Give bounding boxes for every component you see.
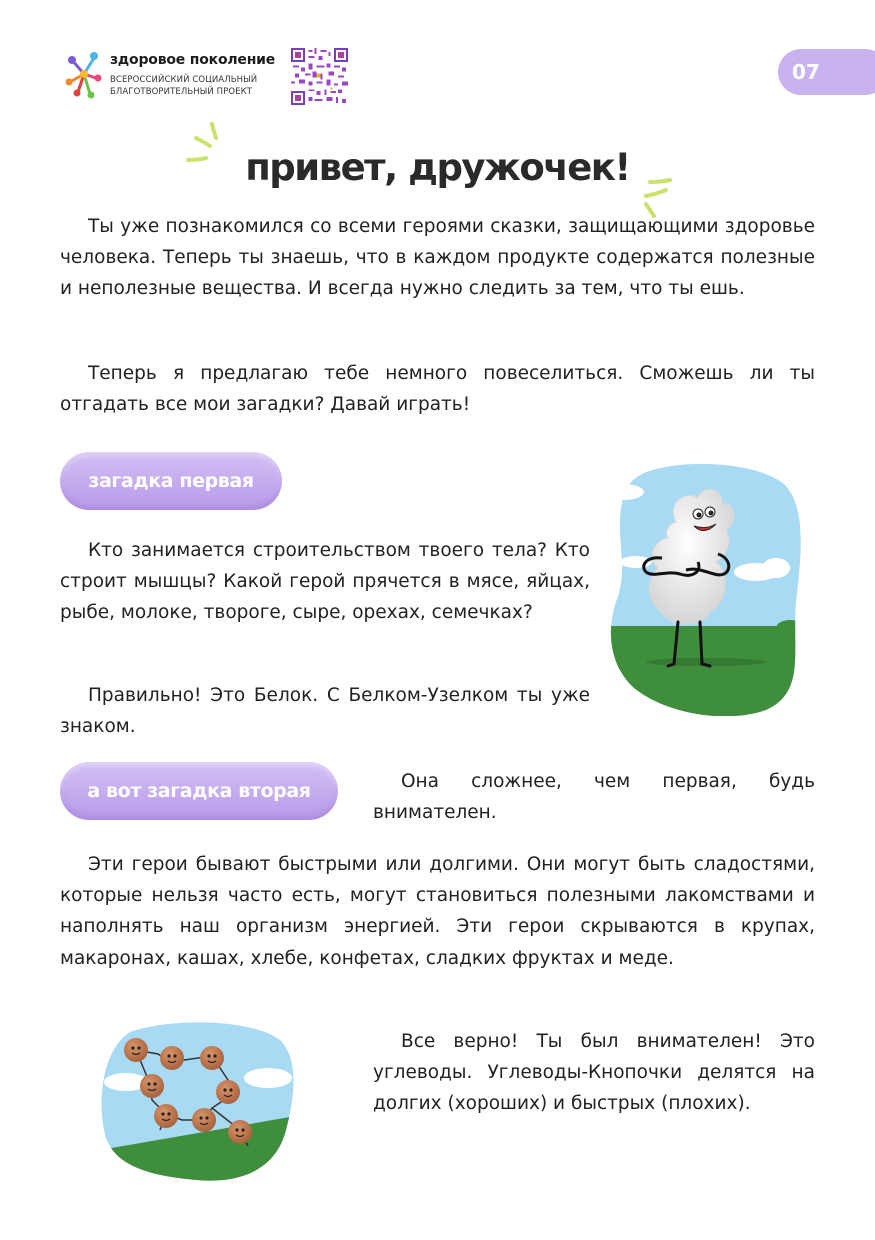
riddle-two-heading: а вот загадка вторая [60,762,338,820]
riddle-one-text: Кто занимается строительством твоего тела? Кто строит мышцы? Какой герой прячется в мясе, яйцах, рыбе, молоке, твороге, сыре, орехах, семечках? [60,540,590,624]
intro-paragraph-1: Ты уже познакомился со всеми героями сказки, защищающими здоровье человека. Теперь ты знаешь, что в каждом продукте содержатся полезные и неполезные вещества. И всегда нужно следить за тем, что ты ешь. [60,216,815,300]
riddle-two-answer: Все верно! Ты был внимателен! Это углеводы. Углеводы-Кнопочки делятся на долгих (хороших) и быстрых (плохих). [373,1031,815,1115]
riddle-two-intro: Она сложнее, чем первая, будь внимателен. [373,771,815,824]
brand-name: здоровое поколение [110,52,276,68]
riddle-one-heading: загадка первая [60,452,282,510]
intro-paragraph-2: Теперь я предлагаю тебе немного повеселиться. Сможешь ли ты отгадать все мои загадки? Давай играть! [60,363,815,416]
brand-subtitle-line1: ВСЕРОССИЙСКИЙ СОЦИАЛЬНЫЙ [110,75,258,85]
qr-code-icon[interactable] [291,48,348,105]
protein-character-illustration [606,462,804,716]
page-title: привет, дружочек! [245,146,630,189]
riddle-two-text: Эти герои бывают быстрыми или долгими. Они могут быть сладостями, которые нельзя часто есть, могут становиться полезными лакомствами и наполнять наш организм энергией. Эти герои скрываются в крупах, макаронах, кашах, хлебе, конфетах, сладких фруктах и меде. [60,854,815,969]
brand-subtitle [110,74,257,98]
riddle-one-answer: Правильно! Это Белок. С Белком-Узелком ты уже знаком. [60,685,590,738]
page-number-badge: 07 [778,49,875,95]
molecule-logo-icon [62,48,106,100]
carbohydrate-characters-illustration [100,1020,296,1182]
brand-subtitle-line2: БЛАГОТВОРИТЕЛЬНЫЙ ПРОЕКТ [110,87,253,97]
